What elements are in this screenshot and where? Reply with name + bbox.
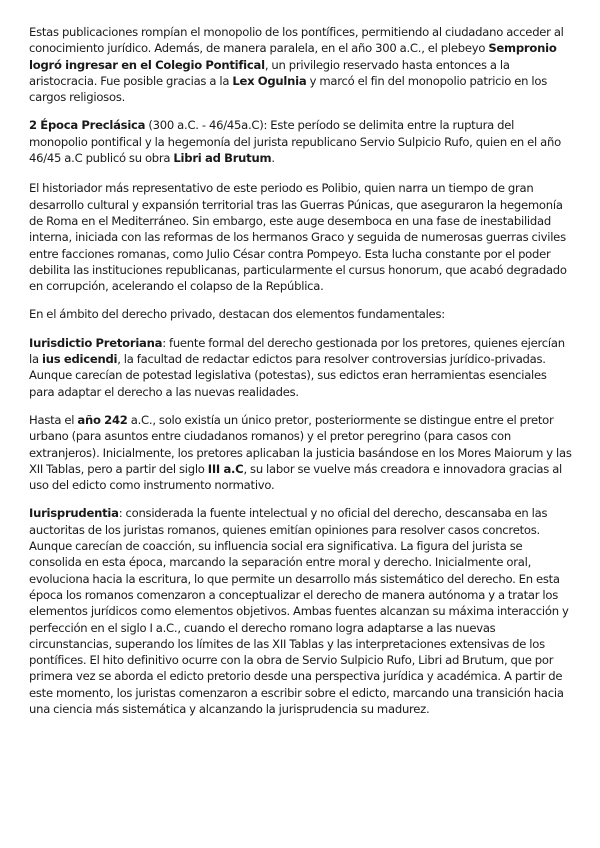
text-segment: a.C., solo existía un único pretor, posteriormente se distingue entre el pretor urbano (para asuntos entre ciudadanos romanos) y el pretor peregrino (para casos con extranjeros). Inicialmente, los pretores aplicaban la justicia basándose en los Mores Maiorum y las XII Tablas, pero a partir del siglo (29, 412, 572, 476)
bold-term-iurisdictio-pretoriana: Iurisdictio Pretoriana (29, 335, 163, 350)
paragraph-iurisdictio-pretoriana (29, 335, 572, 400)
paragraph-pretores (29, 412, 572, 493)
paragraph-epoca-preclasica (29, 117, 572, 166)
text-segment: Estas publicaciones rompían el monopolio de los pontífices, permitiendo al ciudadano acceder al conocimiento jurídico. Además, de manera paralela, en el año 300 a.C., el plebeyo (29, 25, 564, 56)
text-segment: , su labor se vuelve más creadora e innovadora gracias al uso del edicto como instrumento normativo. (29, 461, 563, 493)
text-segment: : fuente formal del derecho gestionada por los pretores, quienes ejercían la (29, 335, 565, 367)
paragraph-iurisprudentia (29, 505, 572, 717)
bold-term-iurisprudentia: Iurisprudentia (29, 506, 119, 521)
text-segment: , la facultad de redactar edictos para resolver controversias jurídico-privadas. Aunque carecían de potestad legislativa (potestas), sus edictos eran herramientas esenciales para adaptar el derecho a las nuevas realidades. (29, 352, 547, 399)
text-segment: Hasta el (29, 412, 78, 427)
paragraph-lex-ogulnia (29, 24, 572, 105)
bold-term-ano-242: año 242 (77, 412, 128, 427)
text-segment: : considerada la fuente intelectual y no oficial del derecho, descansaba en las auctoritas de los juristas romanos, quienes emitían opiniones para resolver casos concretos. Aunque carecían de coacción, su influencia social era significativa. La figura del jurista se consolida en esta época, marcando la separación entre moral y derecho. Inicialmente oral, evoluciona hacia la escritura, lo que permite un desarrollo más sistemático del derecho. En esta época los romanos comenzaron a conceptualizar el derecho de manera autónoma y a tratar los elementos jurídicos como elementos objetivos. Ambas fuentes alcanzan su máxima interacción y perfección en el siglo I a.C., cuando el derecho romano logra adaptarse a las nuevas circunstancias, superando los límites de las XII Tablas y las interpretaciones extensivas de los pontífices. El hito definitivo ocurre con la obra de Servio Sulpicio Rufo, Libri ad Brutum, que por primera vez se aborda el edicto pretorio desde una perspectiva jurídica y académica. A partir de este momento, los juristas comenzaron a escribir sobre el edicto, marcando una transición hacia una ciencia más sistemática y alcanzando la jurisprudencia su madurez. (29, 506, 569, 716)
paragraph-polibio (29, 180, 572, 294)
bold-term-sempronio: Sempronio logró ingresar en el Colegio Pontifical (29, 41, 557, 72)
paragraph-derecho-privado (29, 306, 572, 322)
text-segment: y marcó el fin del monopolio patricio en los cargos religiosos. (29, 73, 547, 105)
bold-term-ius-edicendi: ius edicendi (41, 352, 118, 367)
bold-term-iii-ac: III a.C (207, 461, 244, 476)
text-segment: En el ámbito del derecho privado, destacan dos elementos fundamentales: (29, 307, 445, 322)
text-segment: (300 a.C. - 46/45a.C): Este período se delimita entre la ruptura del monopolio pontifical y la hegemonía del jurista republicano Servio Sulpicio Rufo, quien en el año 46/45 a.C publicó su obra (29, 118, 561, 166)
bold-term-libri-ad-brutum: Libri ad Brutum (173, 151, 272, 166)
section-heading-epoca-preclasica: 2 Época Preclásica (29, 118, 146, 133)
bold-term-lex-ogulnia: Lex Ogulnia (232, 73, 307, 88)
text-segment: El historiador más representativo de este periodo es Polibio, quien narra un tiempo de gran desarrollo cultural y expansión territorial tras las Guerras Púnicas, que aseguraron la hegemonía de Roma en el Mediterráneo. Sin embargo, este auge desemboca en una fase de inestabilidad interna, iniciada con las reformas de los hermanos Graco y seguida de numerosas guerras civiles entre facciones romanas, como Julio César contra Pompeyo. Esta lucha constante por el poder debilita las instituciones republicanas, particularmente el cursus honorum, que acabó degradado en corrupción, acelerando el colapso de la República. (29, 181, 567, 294)
text-segment: , un privilegio reservado hasta entonces a la aristocracia. Fue posible gracias a la (29, 57, 510, 88)
text-segment: . (271, 151, 275, 166)
